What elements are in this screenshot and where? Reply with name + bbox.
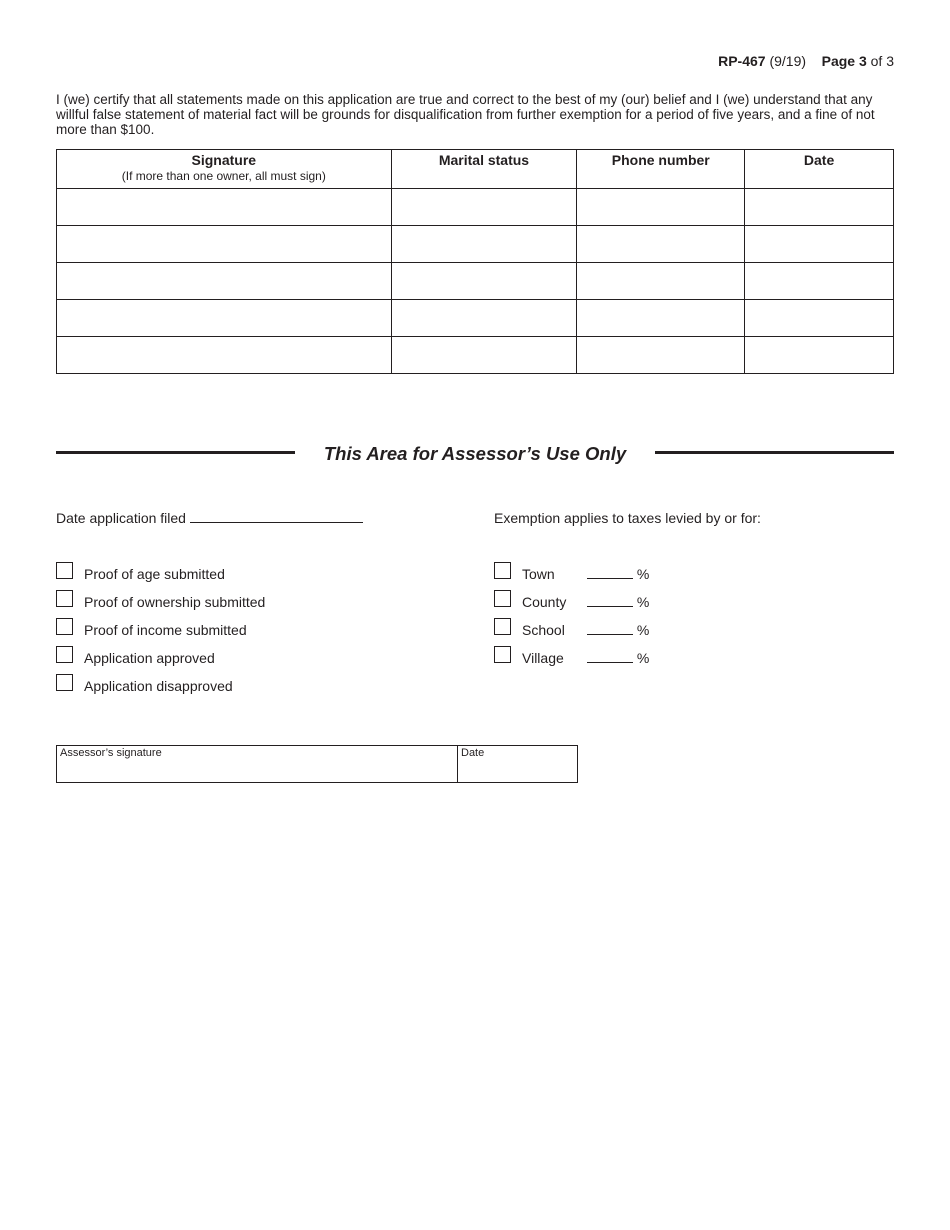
percent-sign: % <box>636 566 650 582</box>
signature-cell[interactable] <box>57 226 392 263</box>
school-checkbox[interactable] <box>494 618 511 635</box>
form-revision: (9/19) <box>769 53 807 69</box>
proof-of-age-label: Proof of age submitted <box>84 566 225 582</box>
date-filed-line[interactable] <box>190 522 363 523</box>
application-disapproved-checkbox[interactable] <box>56 674 73 691</box>
signature-cell[interactable] <box>57 300 392 337</box>
signature-table <box>56 149 894 374</box>
percent-sign: % <box>636 594 650 610</box>
phone-number-cell[interactable] <box>577 300 745 337</box>
marital-status-cell[interactable] <box>391 263 577 300</box>
town-checkbox[interactable] <box>494 562 511 579</box>
village-percent-field[interactable] <box>587 662 633 663</box>
table-row <box>57 337 894 374</box>
date-cell[interactable] <box>745 226 894 263</box>
date-cell[interactable] <box>745 189 894 226</box>
marital-status-cell[interactable] <box>391 189 577 226</box>
table-row <box>57 300 894 337</box>
percent-sign: % <box>636 622 650 638</box>
town-percent-row <box>587 566 649 582</box>
phone-number-cell[interactable] <box>577 337 745 374</box>
date-cell[interactable] <box>745 337 894 374</box>
table-row <box>57 263 894 300</box>
assessor-date-label: Date <box>461 747 485 759</box>
application-approved-checkbox[interactable] <box>56 646 73 663</box>
phone-number-cell[interactable] <box>577 189 745 226</box>
column-header-phone-number: Phone number <box>577 150 745 189</box>
table-row <box>57 189 894 226</box>
date-filed-row <box>56 510 363 526</box>
phone-number-cell[interactable] <box>577 226 745 263</box>
date-cell[interactable] <box>745 300 894 337</box>
table-row <box>57 226 894 263</box>
page-header <box>718 53 894 69</box>
village-checkbox[interactable] <box>494 646 511 663</box>
signature-cell[interactable] <box>57 337 392 374</box>
town-label: Town <box>522 566 555 582</box>
application-approved-label: Application approved <box>84 650 215 666</box>
phone-number-cell[interactable] <box>577 263 745 300</box>
proof-of-income-label: Proof of income submitted <box>84 622 247 638</box>
percent-sign: % <box>636 650 650 666</box>
certification-text: I (we) certify that all statements made on this application are true and correct to the best of my (our) belief and I (we) understand that any willful false statement of material fact will be grounds for disqualification from further exemption for a period of five years, and a fine of not more than $100. <box>56 92 875 137</box>
school-percent-row <box>587 622 649 638</box>
section-rule-right <box>655 451 894 454</box>
proof-of-ownership-label: Proof of ownership submitted <box>84 594 266 610</box>
marital-status-cell[interactable] <box>391 337 577 374</box>
county-percent-field[interactable] <box>587 606 633 607</box>
county-label: County <box>522 594 567 610</box>
form-id: RP-467 <box>718 53 766 69</box>
application-disapproved-label: Application disapproved <box>84 678 233 694</box>
marital-status-cell[interactable] <box>391 300 577 337</box>
page-of: of 3 <box>870 53 894 69</box>
page-label: Page 3 <box>821 53 867 69</box>
school-percent-field[interactable] <box>587 634 633 635</box>
school-label: School <box>522 622 565 638</box>
column-header-date: Date <box>745 150 894 189</box>
village-label: Village <box>522 650 564 666</box>
assessor-section-title: This Area for Assessor’s Use Only <box>323 443 627 464</box>
column-header-signature: Signature (If more than one owner, all must sign) <box>57 150 392 189</box>
assessor-signature-label: Assessor’s signature <box>60 747 162 759</box>
assessor-date-box[interactable] <box>457 745 578 783</box>
county-checkbox[interactable] <box>494 590 511 607</box>
marital-status-cell[interactable] <box>391 226 577 263</box>
column-header-marital-status: Marital status <box>391 150 577 189</box>
date-cell[interactable] <box>745 263 894 300</box>
village-percent-row <box>587 650 649 666</box>
county-percent-row <box>587 594 649 610</box>
section-rule-left <box>56 451 295 454</box>
assessor-signature-box[interactable] <box>56 745 458 783</box>
signature-cell[interactable] <box>57 263 392 300</box>
signature-column-note: (If more than one owner, all must sign) <box>121 169 326 183</box>
proof-of-age-checkbox[interactable] <box>56 562 73 579</box>
proof-of-ownership-checkbox[interactable] <box>56 590 73 607</box>
exemption-label: Exemption applies to taxes levied by or for: <box>494 510 761 526</box>
proof-of-income-checkbox[interactable] <box>56 618 73 635</box>
signature-table-header <box>57 150 894 189</box>
signature-cell[interactable] <box>57 189 392 226</box>
town-percent-field[interactable] <box>587 578 633 579</box>
date-filed-label: Date application filed <box>56 510 186 526</box>
